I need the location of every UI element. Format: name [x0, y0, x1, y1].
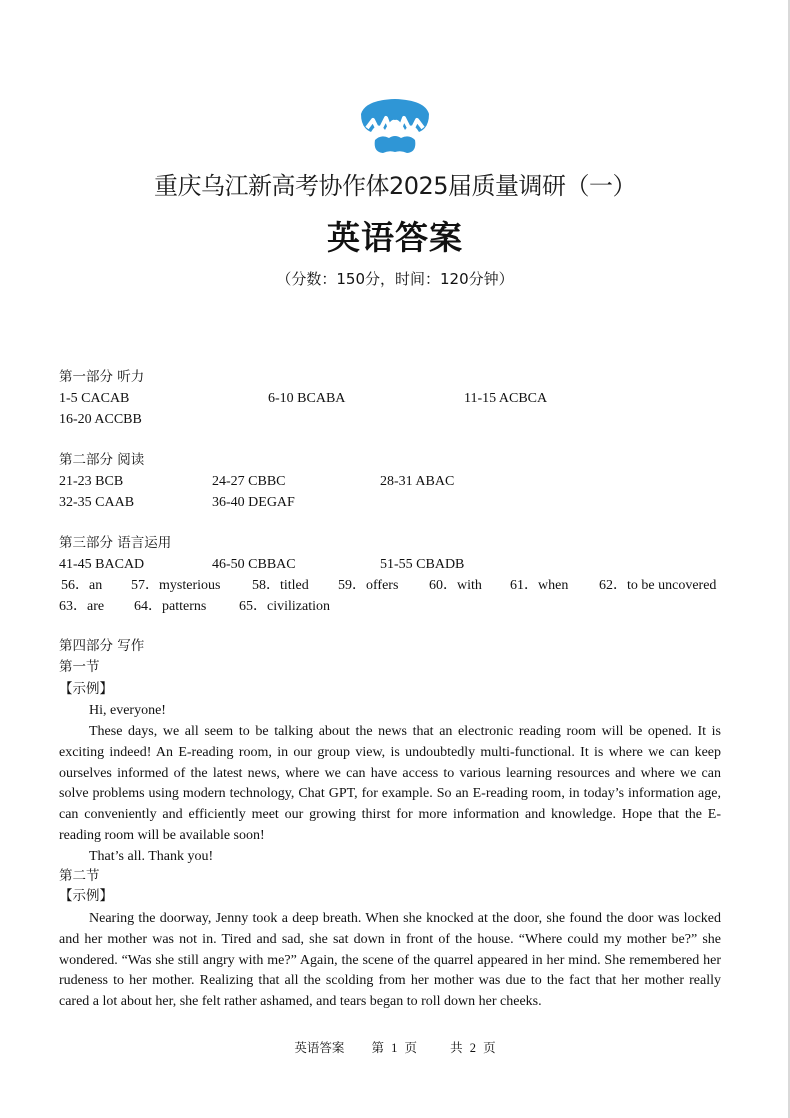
answer-group: 16-20 ACCBB [59, 412, 142, 427]
section1-heading: 第一节 [59, 659, 100, 675]
example-label: 【示例】 [59, 681, 113, 697]
school-logo-icon [357, 98, 433, 156]
fill-answer: 59．offers [338, 578, 399, 593]
section2-heading: 第二节 [59, 868, 100, 884]
essay-closing: That’s all. Thank you! [89, 849, 214, 864]
essay2-body: Nearing the doorway, Jenny took a deep breath. When she knocked at the door, she found the door was locked and her mother was not in. Tired and sad, she sat down in front of the house. “Where could my mother be?” she wondered. “Was she still angry with me?” Again, the scene of the quarrel appeared in her mind. She remembered her rudeness to her mother. Realizing that all the scolding from her mother was due to the fact that her mother really cared a lot about her, she felt rather ashamed, and tears began to roll down her cheeks. [59, 911, 721, 1010]
subject-title: 英语答案 [327, 218, 463, 257]
answer-group: 11-15 ACBCA [464, 391, 548, 406]
part4-heading: 第四部分 写作 [59, 638, 145, 654]
fill-answer: 57．mysterious [131, 578, 221, 593]
fill-answer: 61．when [510, 578, 569, 593]
part2-heading: 第二部分 阅读 [59, 452, 145, 468]
answer-group: 36-40 DEGAF [212, 495, 295, 510]
fill-answer: 63．are [59, 599, 105, 614]
fill-answer: 60．with [429, 578, 482, 593]
footer-page: 第 1 页 [371, 1041, 417, 1055]
fill-answer: 62．to be uncovered [599, 578, 717, 593]
answer-group: 41-45 BACAD [59, 557, 145, 572]
essay1-body: These days, we all seem to be talking about the news that an electronic reading room will be opened. It is exciting indeed! An E-reading room, in our group view, is undoubtedly multi-functional. It is where we can keep ourselves informed of the latest news, where we can have access to various learning resources and where we can solve problems using modern technology, Chat GPT, for example. So an E-reading room, in today’s information age, can conveniently and efficiently meet our growing thirst for more information and knowledge. Hope that the E-reading room will be available soon! [59, 724, 721, 843]
fill-answer: 56．an [61, 578, 103, 593]
answer-group: 1-5 CACAB [59, 391, 130, 406]
answer-group: 32-35 CAAB [59, 495, 135, 510]
footer-total: 共 2 页 [450, 1041, 496, 1055]
footer-subject: 英语答案 [294, 1041, 345, 1055]
page-footer [0, 1038, 790, 1056]
answer-group: 51-55 CBADB [380, 557, 465, 572]
answer-group: 24-27 CBBC [212, 474, 286, 489]
fill-answer: 64．patterns [134, 599, 207, 614]
example-label: 【示例】 [59, 888, 113, 904]
part1-heading: 第一部分 听力 [59, 369, 145, 385]
exam-meta: （分数：150分，时间：120分钟） [276, 270, 514, 288]
fill-answer: 65．civilization [239, 599, 330, 614]
fill-answer: 58．titled [252, 578, 309, 593]
answer-group: 28-31 ABAC [380, 474, 455, 489]
answer-group: 6-10 BCABA [268, 391, 346, 406]
essay-greeting: Hi, everyone! [89, 703, 166, 718]
answer-group: 21-23 BCB [59, 474, 124, 489]
answer-group: 46-50 CBBAC [212, 557, 296, 572]
part3-heading: 第三部分 语言运用 [59, 535, 172, 551]
exam-title: 重庆乌江新高考协作体2025届质量调研（一） [153, 172, 637, 200]
